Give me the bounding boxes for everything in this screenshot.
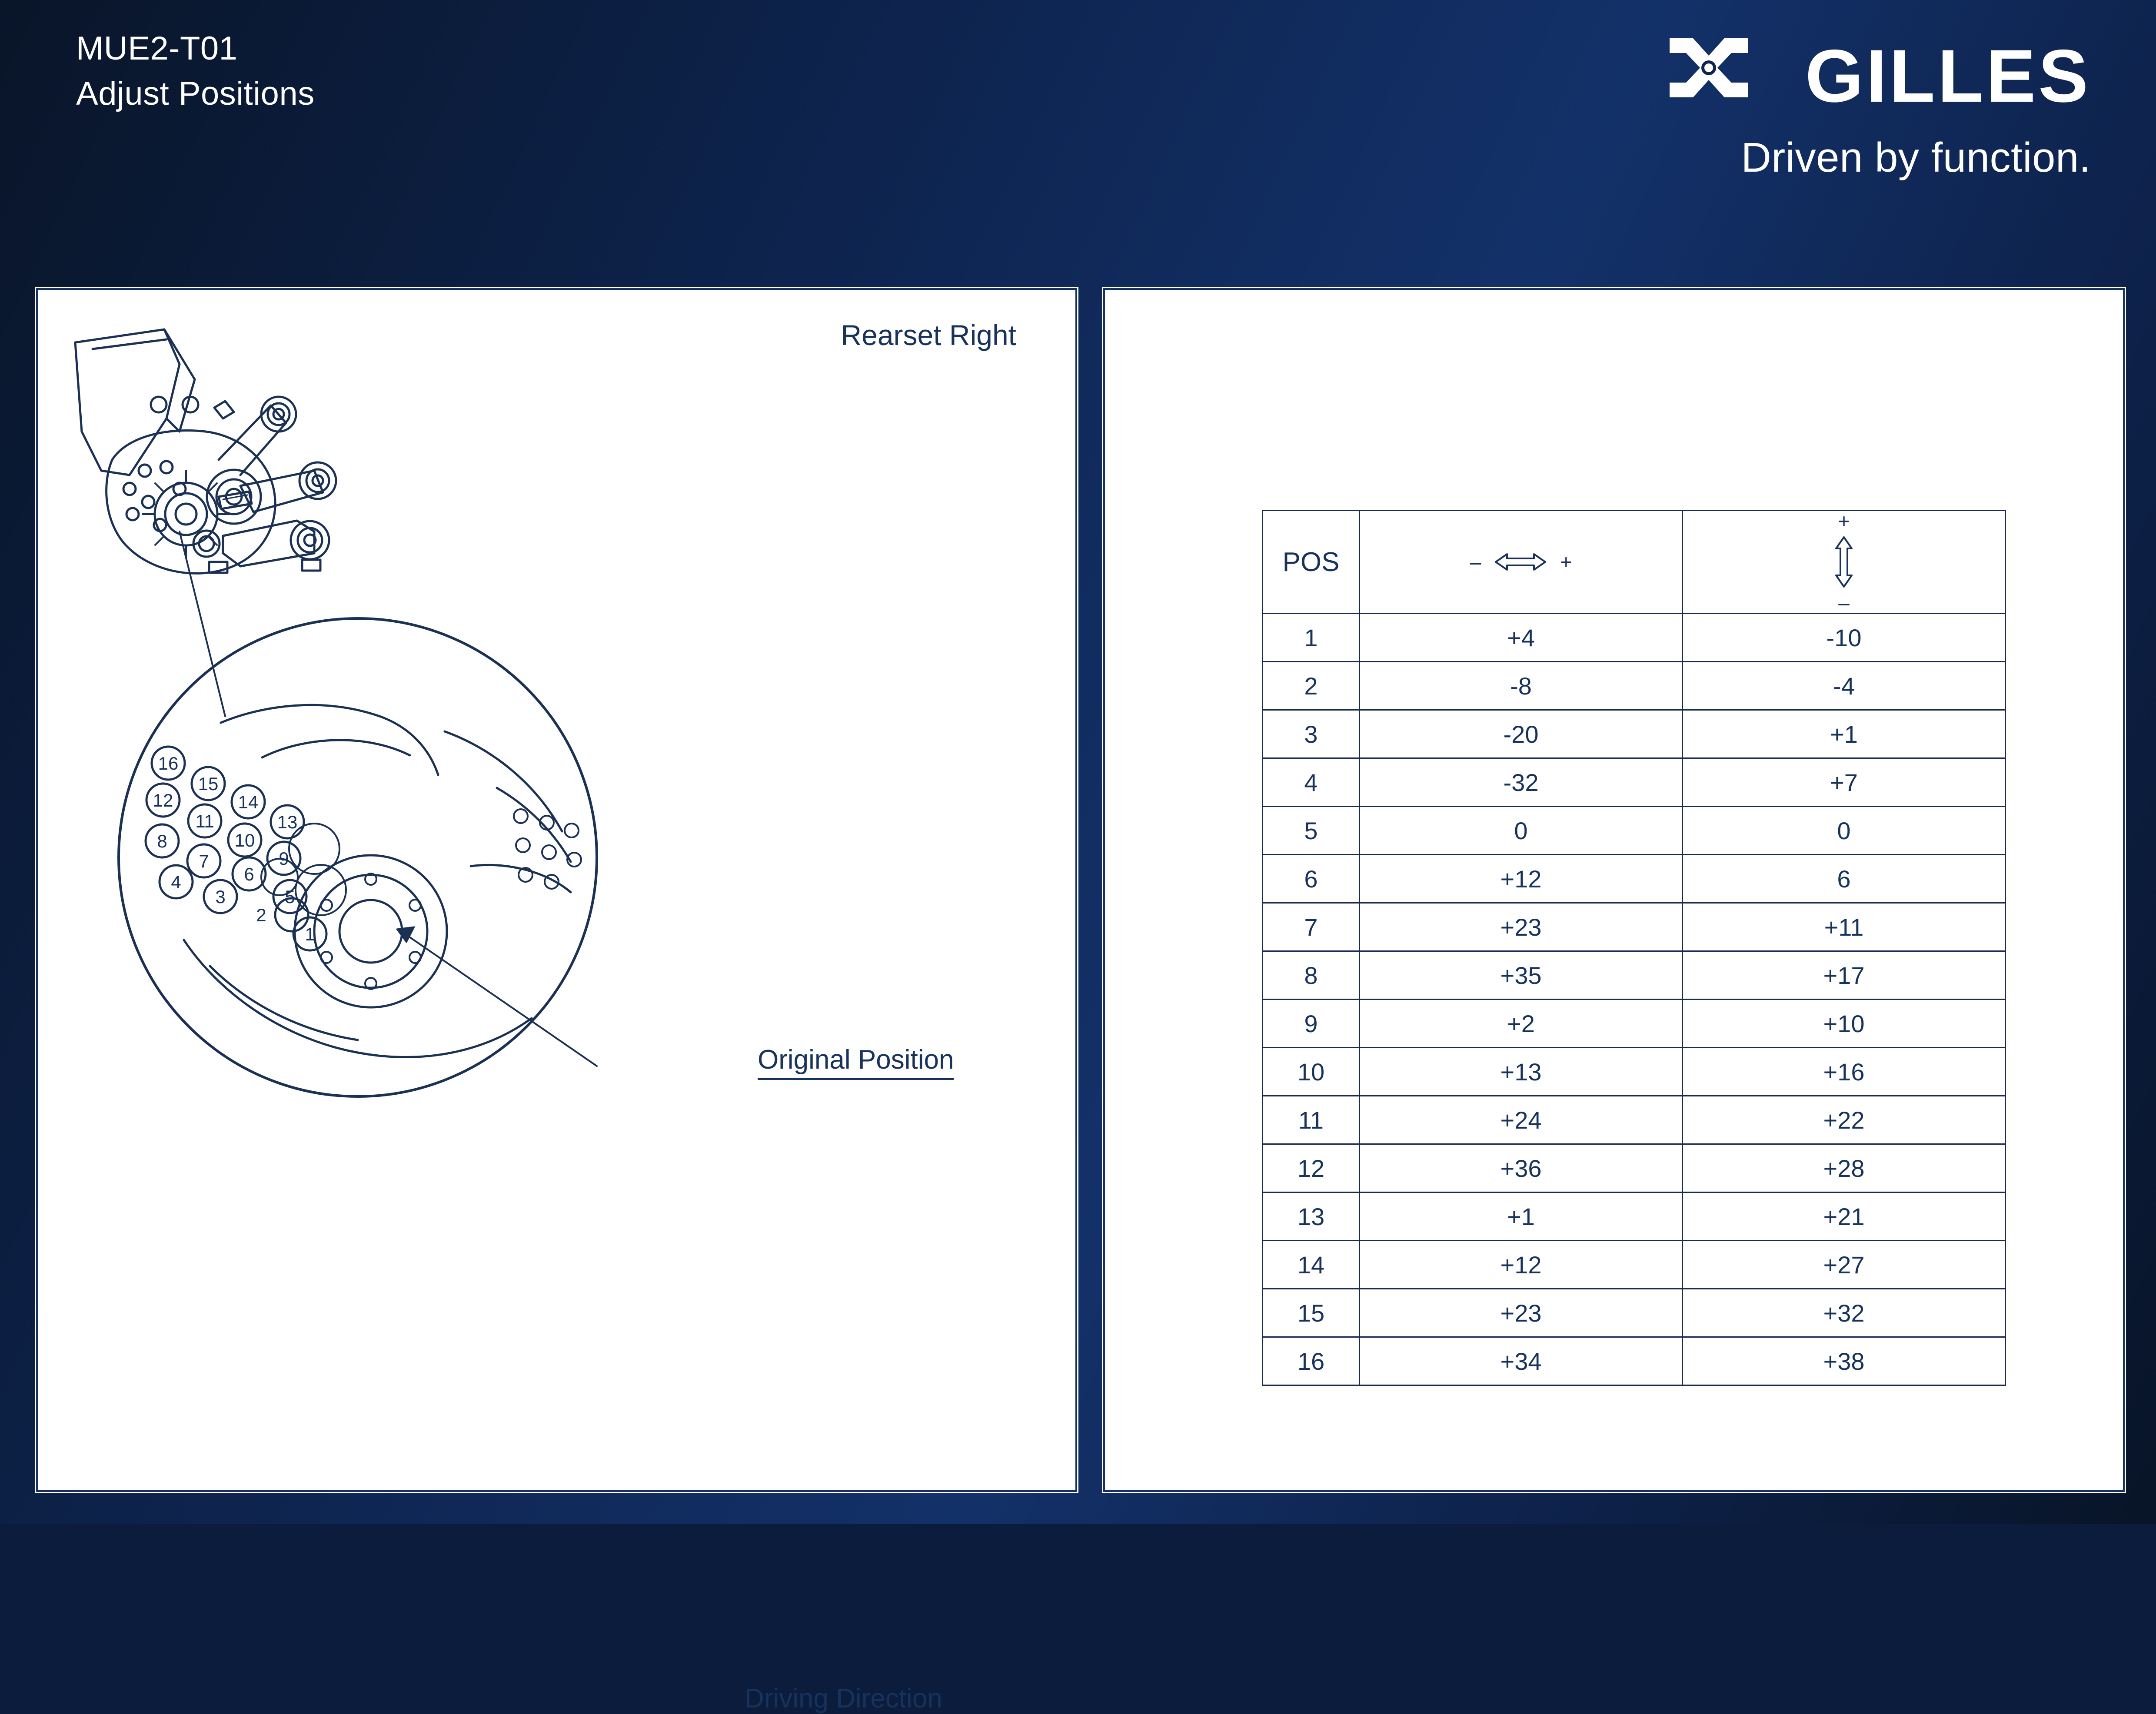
cell-vertical: -4	[1683, 662, 2006, 710]
table-row	[1263, 951, 2006, 1000]
cell-vertical: +16	[1683, 1048, 2006, 1096]
table-row	[1263, 1337, 2006, 1385]
cell-vertical: +7	[1683, 758, 2006, 807]
vertical-arrow-icon	[1832, 534, 1856, 590]
vertical-plus-sign: +	[1838, 510, 1850, 532]
header-horizontal	[1360, 511, 1683, 614]
cell-horizontal: -8	[1360, 662, 1683, 710]
cell-vertical: 0	[1683, 807, 2006, 855]
table-row	[1263, 855, 2006, 903]
horizontal-minus-sign: –	[1470, 551, 1481, 573]
cell-horizontal: +24	[1360, 1096, 1683, 1144]
cell-pos: 8	[1263, 951, 1360, 1000]
cell-horizontal: +2	[1360, 1000, 1683, 1048]
cell-vertical: +21	[1683, 1192, 2006, 1241]
cell-pos: 9	[1263, 1000, 1360, 1048]
table-row	[1263, 1289, 2006, 1337]
header-vertical	[1683, 511, 2006, 614]
callout-5: 5	[285, 887, 295, 907]
table-row	[1263, 662, 2006, 710]
table-row	[1263, 1144, 2006, 1192]
label-original-position: Original Position	[758, 1044, 954, 1080]
callout-11: 11	[195, 811, 214, 831]
cell-pos: 15	[1263, 1289, 1360, 1337]
callout-14: 14	[238, 792, 259, 812]
callout-16: 16	[158, 753, 179, 774]
cell-pos: 12	[1263, 1144, 1360, 1192]
cell-horizontal: +36	[1360, 1144, 1683, 1192]
cell-pos: 10	[1263, 1048, 1360, 1096]
cell-pos: 5	[1263, 807, 1360, 855]
callout-3: 3	[215, 887, 226, 907]
brand-tagline: Driven by function.	[1741, 134, 2091, 181]
positions-table	[1262, 510, 2006, 1386]
cell-vertical: -10	[1683, 614, 2006, 662]
cell-pos: 3	[1263, 710, 1360, 758]
table-row	[1263, 758, 2006, 807]
cell-vertical: +11	[1683, 903, 2006, 951]
table-header-row	[1263, 511, 2006, 614]
callout-4: 4	[171, 872, 181, 892]
rearset-technical-drawing	[36, 288, 1077, 1492]
header-pos-label: POS	[1282, 547, 1340, 577]
positions-table-panel	[1102, 287, 2126, 1493]
cell-pos: 14	[1263, 1241, 1360, 1289]
cell-vertical: +1	[1683, 710, 2006, 758]
cell-vertical: +28	[1683, 1144, 2006, 1192]
cell-horizontal: +34	[1360, 1337, 1683, 1385]
table-row	[1263, 903, 2006, 951]
cell-vertical: 6	[1683, 855, 2006, 903]
cell-horizontal: +23	[1360, 903, 1683, 951]
table-row	[1263, 1048, 2006, 1096]
cell-horizontal: +13	[1360, 1048, 1683, 1096]
cell-horizontal: 0	[1360, 807, 1683, 855]
cell-pos: 16	[1263, 1337, 1360, 1385]
cell-horizontal: -20	[1360, 710, 1683, 758]
label-rearset-right: Rearset Right	[841, 319, 1016, 351]
table-row	[1263, 1192, 2006, 1241]
cell-pos: 4	[1263, 758, 1360, 807]
cell-horizontal: +4	[1360, 614, 1683, 662]
table-row	[1263, 1241, 2006, 1289]
callout-12: 12	[153, 790, 173, 810]
cell-pos: 6	[1263, 855, 1360, 903]
doc-subtitle: Adjust Positions	[76, 75, 315, 112]
callout-7: 7	[199, 851, 209, 871]
table-row	[1263, 614, 2006, 662]
cell-vertical: +10	[1683, 1000, 2006, 1048]
cell-horizontal: +12	[1360, 855, 1683, 903]
callout-15: 15	[198, 774, 219, 794]
page-header	[0, 0, 2156, 265]
gilles-logo-icon	[1628, 30, 1784, 122]
table-row	[1263, 1096, 2006, 1144]
table-row	[1263, 710, 2006, 758]
vertical-minus-sign: –	[1838, 591, 1850, 614]
page-title	[76, 26, 315, 116]
drawing-panel	[35, 287, 1078, 1714]
table-row	[1263, 807, 2006, 855]
label-driving-direction: Driving Direction	[745, 1684, 942, 1714]
cell-pos: 11	[1263, 1096, 1360, 1144]
brand-name: GILLES	[1805, 34, 2091, 118]
doc-code: MUE2-T01	[76, 30, 238, 67]
cell-horizontal: +12	[1360, 1241, 1683, 1289]
cell-pos: 1	[1263, 614, 1360, 662]
horizontal-plus-sign: +	[1560, 551, 1572, 573]
positions-table-wrap	[1262, 510, 2001, 1386]
callout-8: 8	[157, 831, 167, 851]
brand-block	[1591, 30, 2091, 213]
cell-pos: 7	[1263, 903, 1360, 951]
cell-vertical: +32	[1683, 1289, 2006, 1337]
cell-horizontal: +23	[1360, 1289, 1683, 1337]
cell-horizontal: -32	[1360, 758, 1683, 807]
callout-6: 6	[244, 864, 254, 884]
cell-pos: 13	[1263, 1192, 1360, 1241]
header-pos	[1263, 511, 1360, 614]
positions-table-body	[1263, 614, 2006, 1385]
callout-10: 10	[234, 830, 255, 850]
callout-2: 2	[256, 905, 266, 925]
cell-horizontal: +35	[1360, 951, 1683, 1000]
callout-13: 13	[277, 812, 298, 832]
callout-1: 1	[305, 924, 315, 944]
cell-horizontal: +1	[1360, 1192, 1683, 1241]
callout-9: 9	[279, 848, 289, 869]
cell-vertical: +38	[1683, 1337, 2006, 1385]
cell-vertical: +17	[1683, 951, 2006, 1000]
table-row	[1263, 1000, 2006, 1048]
horizontal-arrow-icon	[1492, 550, 1549, 574]
cell-vertical: +22	[1683, 1096, 2006, 1144]
cell-vertical: +27	[1683, 1241, 2006, 1289]
cell-pos: 2	[1263, 662, 1360, 710]
